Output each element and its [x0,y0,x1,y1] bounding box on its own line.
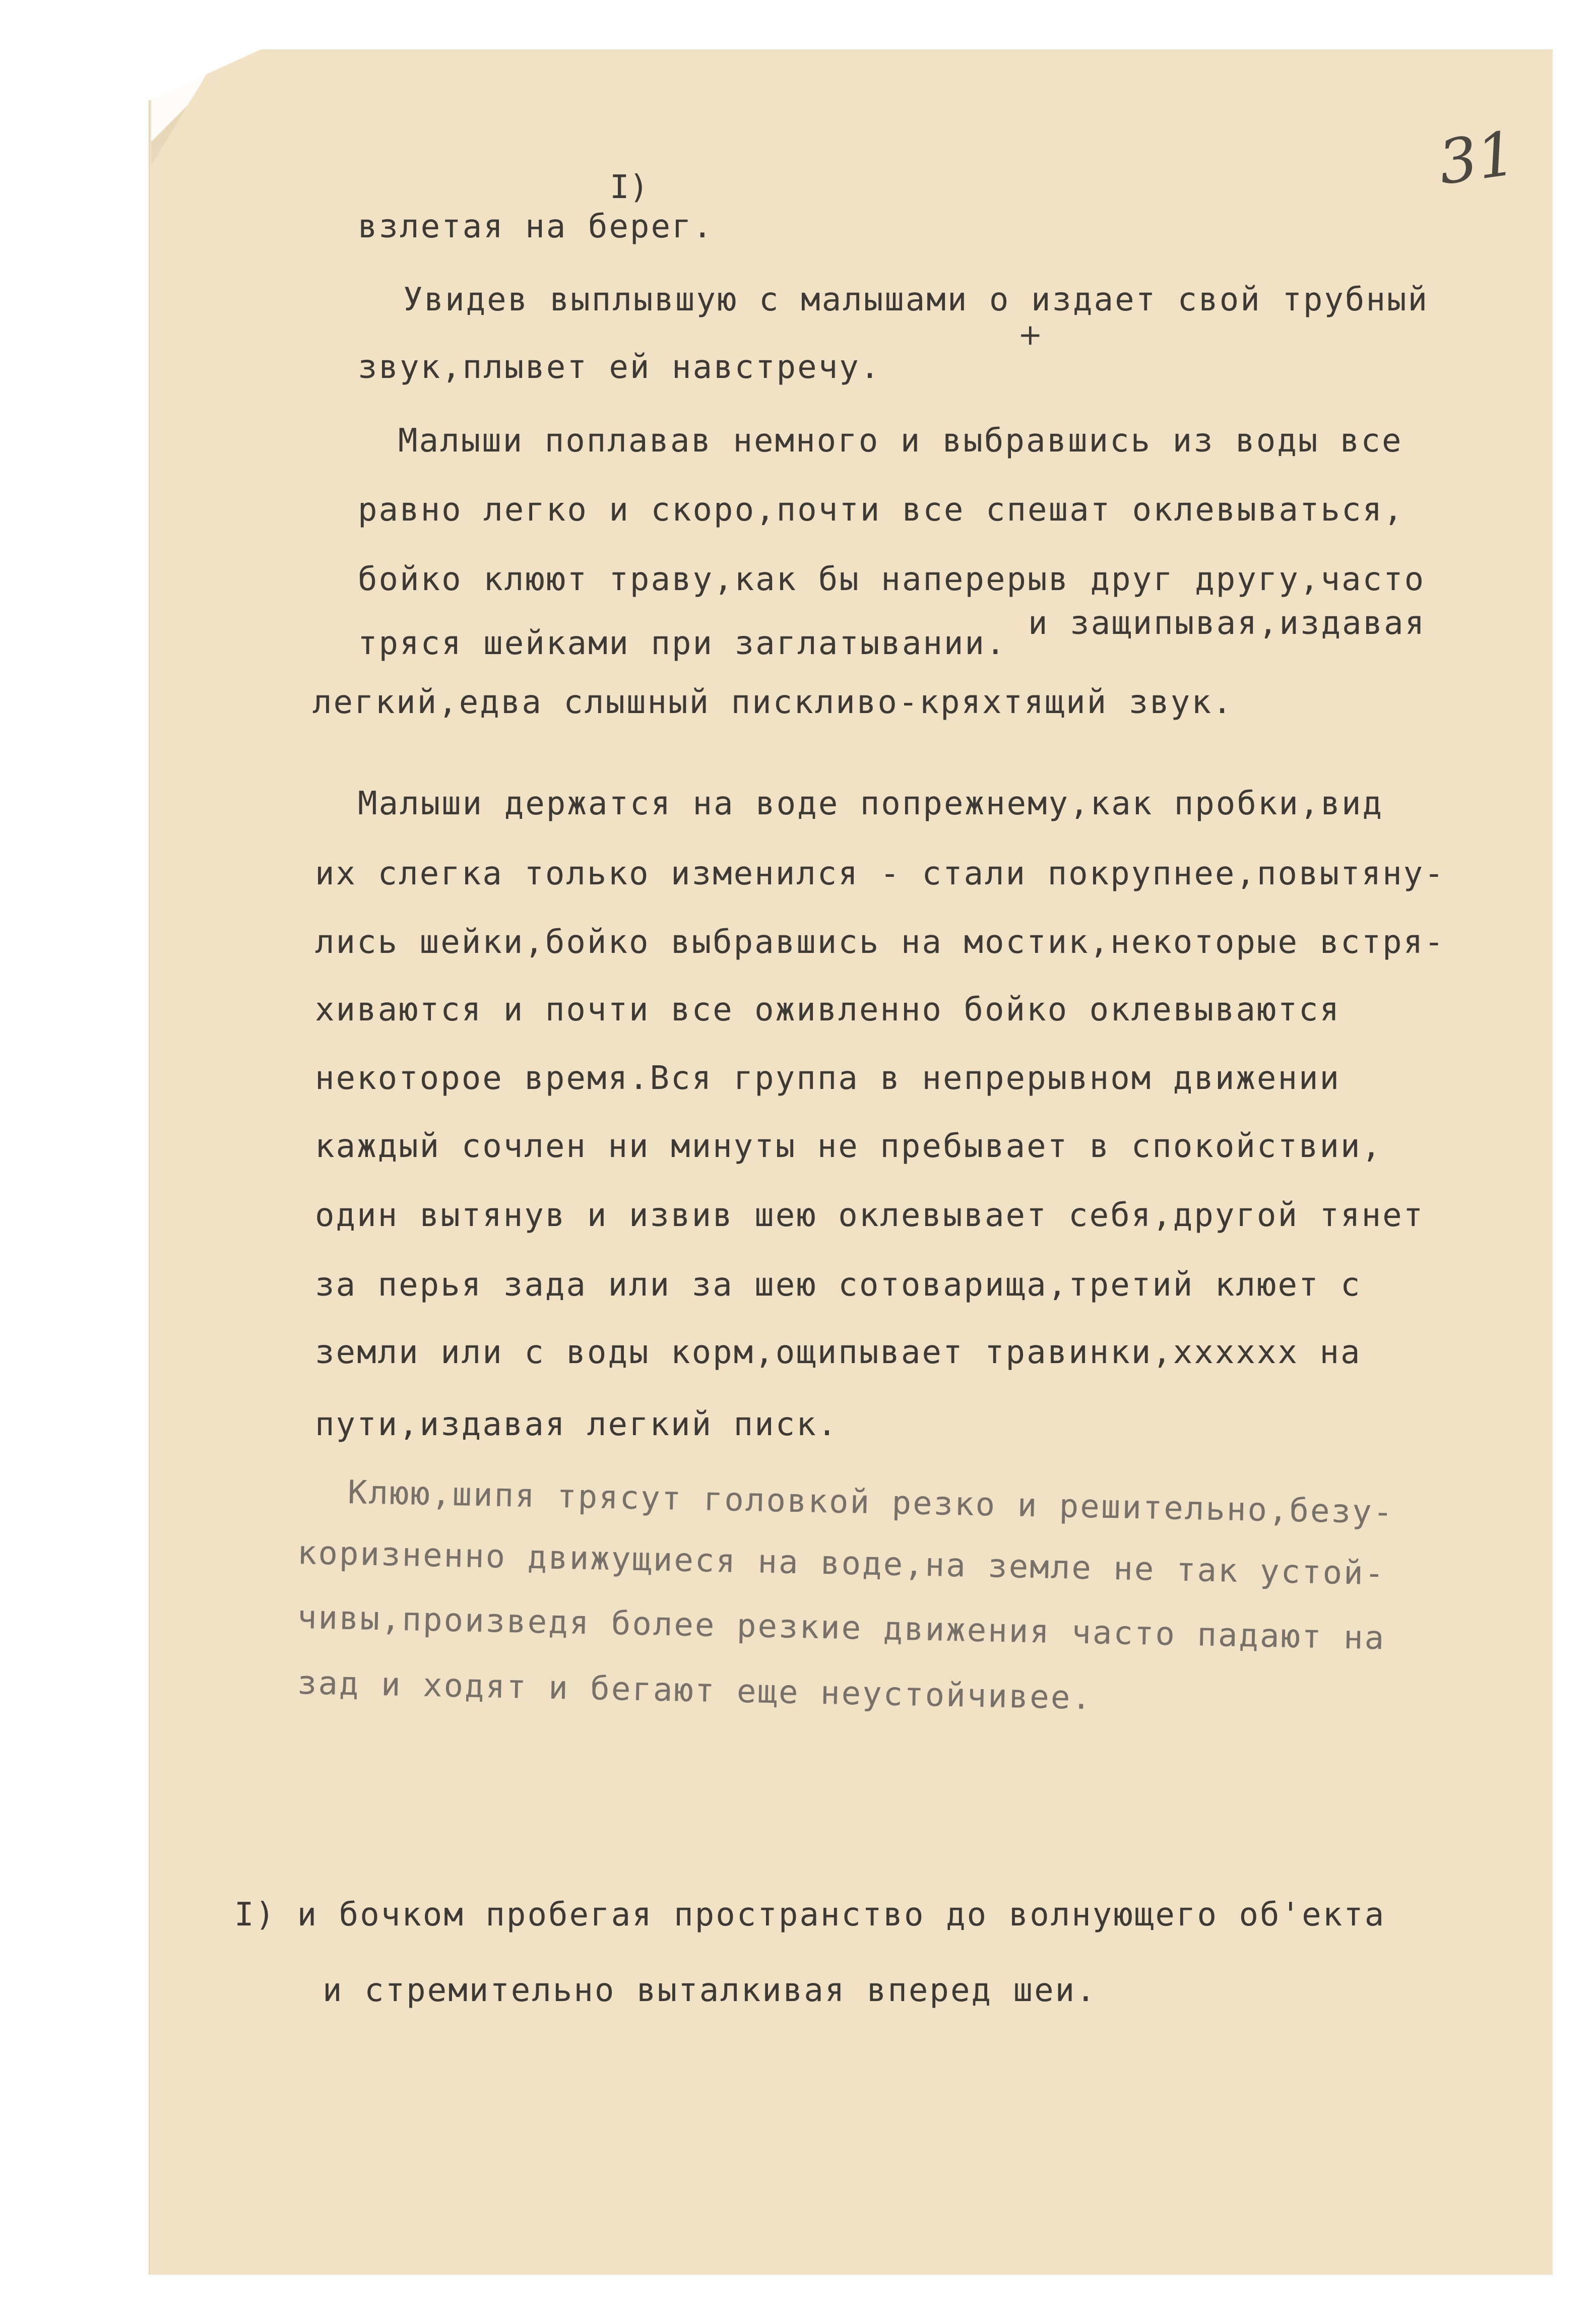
footnote-reference-marker: I) [610,169,649,206]
text-line: бойко клюют траву,как бы наперерыв друг другу,часто [358,561,1426,598]
text-line: некоторое время.Вся группа в непрерывном движении [315,1060,1341,1097]
text-line: чивы,произведя более резкие движения часто падают на [297,1599,1386,1657]
text-line: взлетая на берег. [358,208,714,245]
text-line: хиваются и почти все оживленно бойко оклевываются [315,991,1341,1029]
text-line: один вытянув и извив шею оклевывает себя,другой тянет [315,1197,1425,1234]
text-line: звук,плывет ей навстречу. [358,349,881,386]
text-line: Увидев выплывшую с малышами о издает свой трубный [403,281,1429,318]
text-line: Малыши поплавав немного и выбравшись из воды все [398,422,1403,460]
text-line: их слегка только изменился - стали покрупнее,повытяну- [315,855,1445,892]
text-line: Малыши держатся на воде попрежнему,как пробки,вид [358,785,1384,822]
page-folio-number: 31 [1434,118,1520,199]
text-line: тряся шейками при заглатывании. [358,625,1007,662]
text-line: зад и ходят и бегают еще неустойчивее. [297,1664,1093,1717]
text-line: Клюю,шипя трясут головкой резко и решительно,безу- [347,1474,1394,1531]
text-line: коризненно движущиеся на воде,на земле не так устой- [297,1534,1386,1593]
text-line: за перья зада или за шею сотоварища,третий клюет с [315,1266,1362,1304]
text-line: земли или с воды корм,ощипывает травинки,хххххх на [315,1334,1362,1371]
footnote-line: и стремительно выталкивая вперед шеи. [323,1972,1097,2009]
text-line: каждый сочлен ни минуты не пребывает в спокойствии, [315,1128,1383,1165]
interlinear-insert: и защипывая,издавая [1028,605,1426,642]
text-line: равно легко и скоро,почти все спешат оклевываться, [358,491,1405,529]
footnote-line: I) и бочком пробегая пространство до волнующего об'екта [234,1896,1386,1934]
text-line: легкий,едва слышный пискливо-кряхтящий звук. [312,684,1234,721]
insertion-cross-mark: + [1018,317,1043,352]
text-line: пути,издавая легкий писк. [315,1406,839,1443]
text-line: лись шейки,бойко выбравшись на мостик,некоторые встря- [315,924,1445,961]
